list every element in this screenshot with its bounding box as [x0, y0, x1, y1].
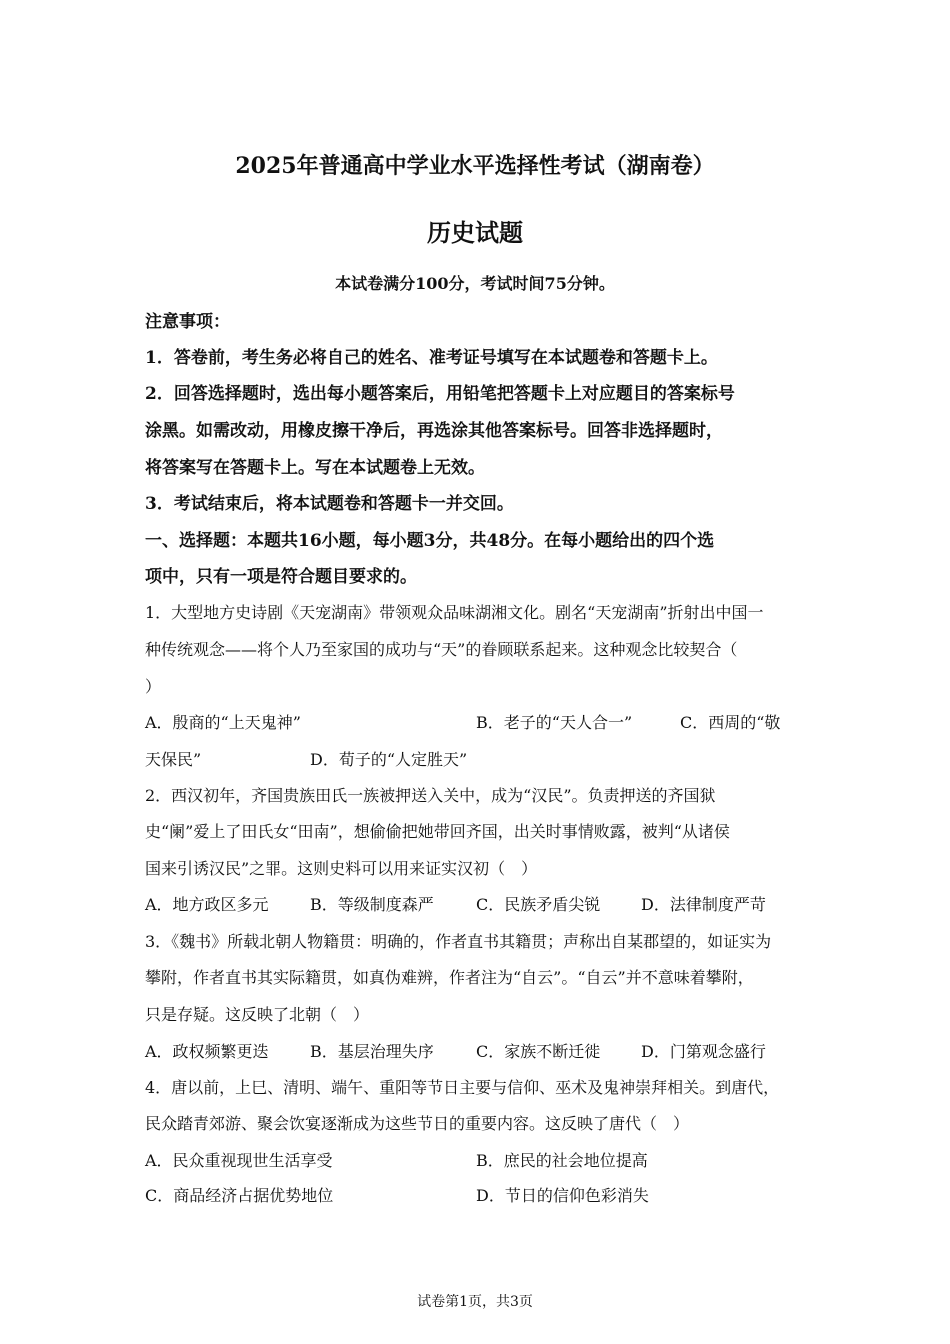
notice-line-2b: 涂黑。如需改动，用橡皮擦干净后，再选涂其他答案标号。回答非选择题时，	[145, 421, 723, 441]
q1-option-b: B．老子的“天人合一”	[476, 713, 633, 732]
notice-line-1: 1．答卷前，考生务必将自己的姓名、准考证号填写在本试题卷和答题卡上。	[145, 348, 718, 368]
q2-stem-line-2: 史“阑”爱上了田氏女“田南”，想偷偷把她带回齐国，出关时事情败露，被判“从诸侯	[145, 822, 730, 841]
q2-stem-line-3: 国来引诱汉民”之罪。这则史料可以用来证实汉初（ ）	[145, 859, 538, 878]
q2-option-c: C．民族矛盾尖锐	[476, 895, 601, 914]
page-number-footer: 试卷第1页，共3页	[417, 1294, 533, 1310]
q1-option-c-part1: C．西周的“敬	[680, 713, 781, 732]
section-heading-line-1: 一、选择题：本题共16小题，每小题3分，共48分。在每小题给出的四个选	[145, 531, 715, 551]
section-heading-line-2: 项中，只有一项是符合题目要求的。	[145, 567, 417, 587]
q2-option-b: B．等级制度森严	[310, 895, 434, 914]
notice-line-2c: 将答案写在答题卡上。写在本试题卷上无效。	[145, 458, 485, 478]
q2-option-d: D．法律制度严苛	[641, 895, 766, 914]
q3-option-d: D．门第观念盛行	[641, 1042, 766, 1061]
q4-option-c: C．商品经济占据优势地位	[145, 1186, 334, 1205]
q3-option-c: C．家族不断迁徙	[476, 1042, 601, 1061]
q3-option-b: B．基层治理失序	[310, 1042, 434, 1061]
q1-stem-line-1: 1．大型地方史诗剧《天宠湖南》带领观众品味湖湘文化。剧名“天宠湖南”折射出中国一	[145, 603, 764, 622]
q4-stem-line-2: 民众踏青郊游、聚会饮宴逐渐成为这些节日的重要内容。这反映了唐代（ ）	[145, 1114, 690, 1133]
q3-stem-line-1: 3．《魏书》所载北朝人物籍贯：明确的，作者直书其籍贯；声称出自某郡望的，如证实为	[145, 932, 772, 951]
q3-option-a: A．政权频繁更迭	[145, 1042, 269, 1061]
exam-info: 本试卷满分100分，考试时间75分钟。	[335, 274, 615, 293]
q2-stem-line-1: 2．西汉初年，齐国贵族田氏一族被押送入关中，成为“汉民”。负责押送的齐国狱	[145, 786, 716, 805]
q1-option-a: A．殷商的“上天鬼神”	[145, 713, 301, 732]
subject-title: 历史试题	[427, 218, 523, 247]
q4-option-b: B．庶民的社会地位提高	[476, 1151, 648, 1170]
notice-line-2a: 2．回答选择题时，选出每小题答案后，用铅笔把答题卡上对应题目的答案标号	[145, 384, 735, 404]
q1-option-d: D．荀子的“人定胜天”	[310, 750, 468, 769]
exam-title: 2025年普通高中学业水平选择性考试（湖南卷）	[235, 153, 715, 179]
q3-stem-line-3: 只是存疑。这反映了北朝（ ）	[145, 1005, 370, 1024]
q2-option-a: A．地方政区多元	[145, 895, 269, 914]
q4-stem-line-1: 4．唐以前，上巳、清明、端午、重阳等节日主要与信仰、巫术及鬼神崇拜相关。到唐代，	[145, 1078, 780, 1097]
notice-heading: 注意事项：	[145, 312, 230, 332]
q1-stem-line-3: ）	[145, 677, 162, 696]
q4-option-a: A．民众重视现世生活享受	[145, 1151, 333, 1170]
q3-stem-line-2: 攀附，作者直书其实际籍贯，如真伪难辨，作者注为“自云”。“自云”并不意味着攀附，	[145, 968, 754, 987]
q1-option-c-part2: 天保民”	[145, 750, 202, 769]
notice-line-3: 3．考试结束后，将本试题卷和答题卡一并交回。	[145, 494, 514, 514]
q4-option-d: D．节日的信仰色彩消失	[476, 1186, 649, 1205]
q1-stem-line-2: 种传统观念——将个人乃至家国的成功与“天”的眷顾联系起来。这种观念比较契合（	[145, 640, 738, 659]
